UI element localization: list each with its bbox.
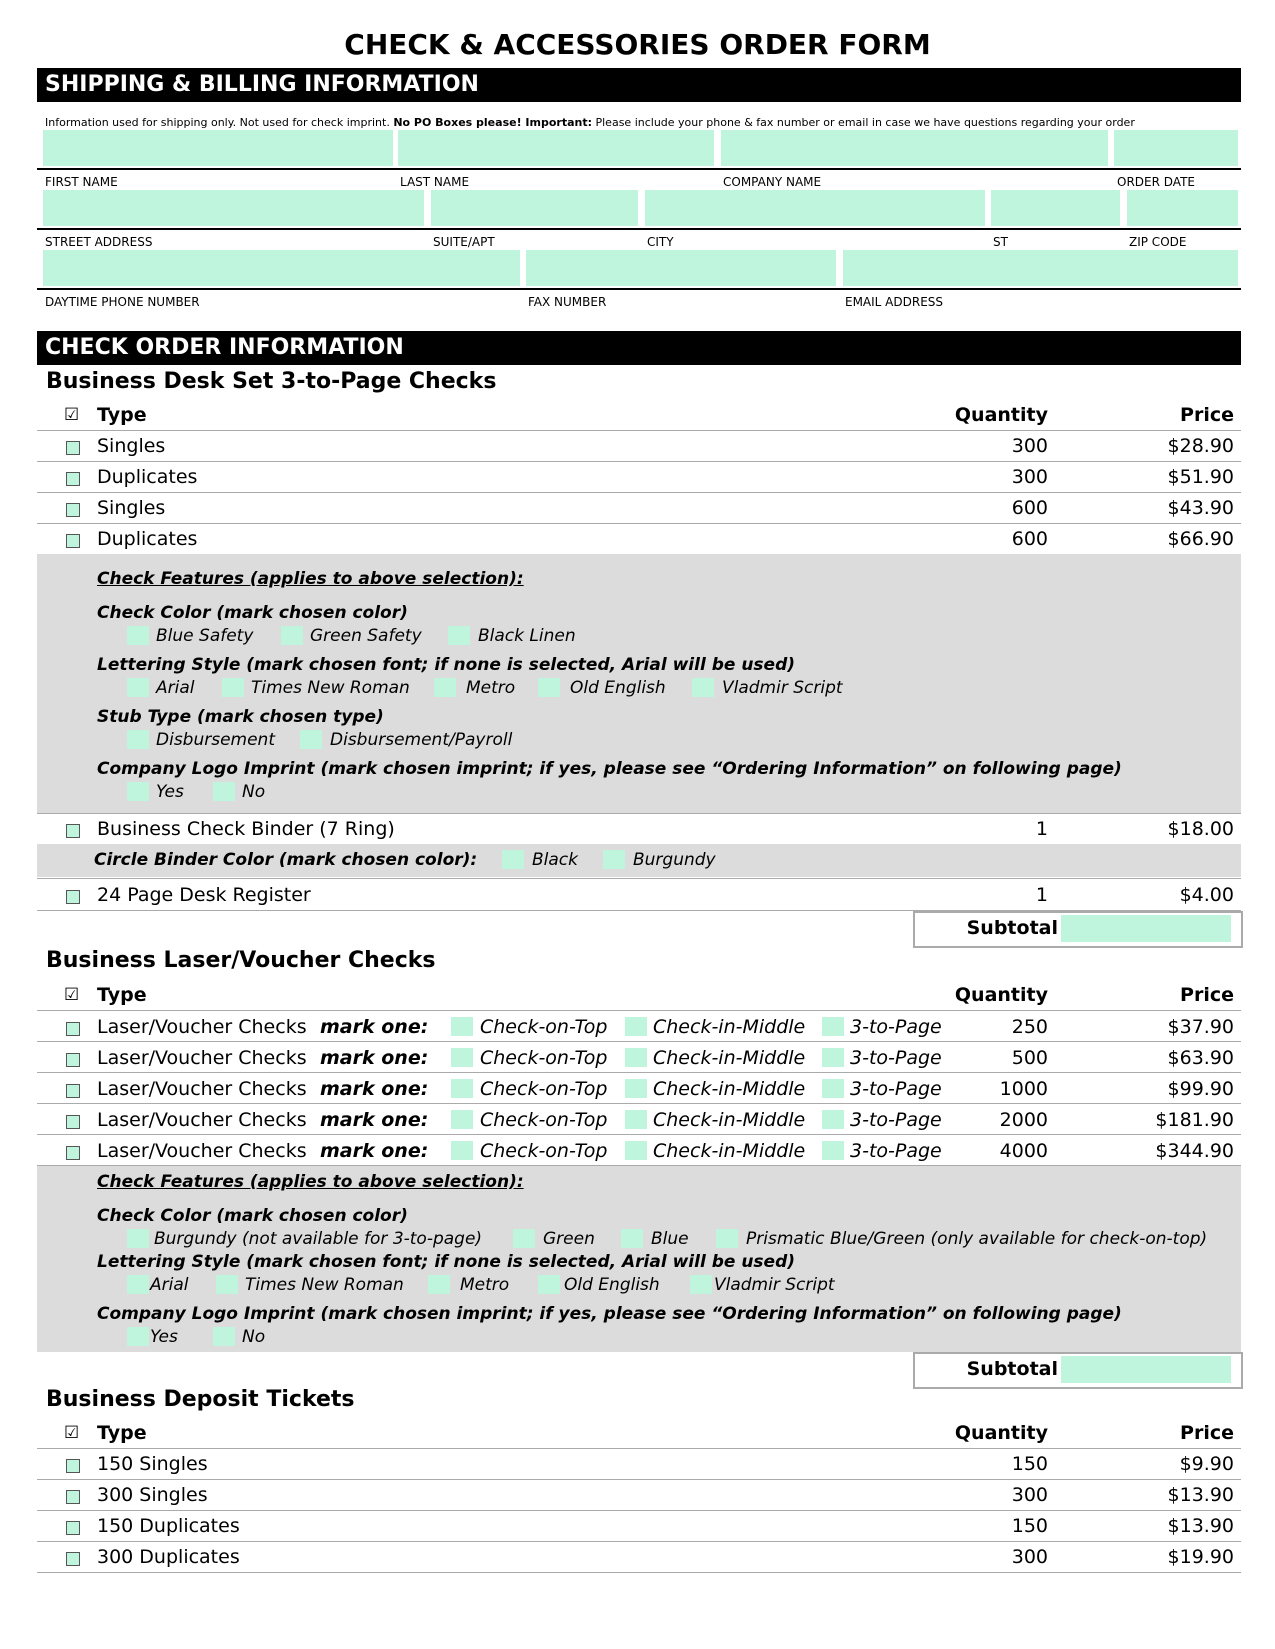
- laser-option-label: Check-in-Middle: [653, 1140, 806, 1162]
- deposit-row-price: $9.90: [1179, 1453, 1234, 1475]
- check-column-icon: ☑: [64, 1423, 80, 1443]
- desk-features-title: Check Features (applies to above selection):: [97, 569, 524, 589]
- binder-color-box[interactable]: [502, 850, 524, 869]
- divider: [37, 288, 1241, 290]
- desk-stub-title: Stub Type (mark chosen type): [97, 707, 384, 727]
- divider: [37, 878, 1241, 879]
- color-option-label: Blue Safety: [156, 626, 254, 646]
- font-option-label: Times New Roman: [245, 1275, 404, 1295]
- laser-option-label: 3-to-Page: [850, 1140, 942, 1162]
- font-option-label: Metro: [460, 1275, 510, 1295]
- laser-option-box[interactable]: [625, 1110, 647, 1129]
- desk-row-type: Singles: [97, 435, 166, 457]
- font-option-label: Vladmir Script: [714, 1275, 835, 1295]
- laser-row-price: $99.90: [1167, 1078, 1234, 1100]
- stub-option-label: Disbursement/Payroll: [330, 730, 513, 750]
- laser-option-box[interactable]: [625, 1079, 647, 1098]
- suite-label: SUITE/APT: [433, 235, 495, 249]
- mark-one-label: mark one:: [320, 1016, 429, 1038]
- laser-option-label: Check-on-Top: [480, 1140, 608, 1162]
- laser-option-box[interactable]: [625, 1017, 647, 1036]
- binder-color-title: Circle Binder Color (mark chosen color):: [94, 850, 478, 870]
- desk-set-title: Business Desk Set 3-to-Page Checks: [46, 369, 497, 394]
- register-checkbox[interactable]: [66, 890, 80, 904]
- divider: [37, 228, 1241, 230]
- order-date-label: ORDER DATE: [1117, 175, 1195, 189]
- laser-row-checkbox[interactable]: [66, 1115, 80, 1129]
- stub-option-label: Disbursement: [156, 730, 275, 750]
- desk-row-price: $28.90: [1167, 435, 1234, 457]
- deposit-title: Business Deposit Tickets: [46, 1387, 355, 1412]
- laser-color-title: Check Color (mark chosen color): [97, 1206, 408, 1226]
- color-option-label: Blue: [651, 1229, 689, 1249]
- laser-option-label: Check-on-Top: [480, 1016, 608, 1038]
- suite-field[interactable]: [431, 190, 638, 226]
- desk-row-type: Duplicates: [97, 528, 198, 550]
- laser-row-qty: 2000: [999, 1109, 1048, 1131]
- deposit-row-type: 150 Duplicates: [97, 1515, 240, 1537]
- email-label: EMAIL ADDRESS: [845, 295, 944, 309]
- price-header: Price: [1180, 404, 1234, 426]
- zip-label: ZIP CODE: [1129, 235, 1187, 249]
- laser-row-price: $344.90: [1155, 1140, 1234, 1162]
- phone-label: DAYTIME PHONE NUMBER: [45, 295, 200, 309]
- logo-option-box[interactable]: [213, 1327, 235, 1346]
- deposit-row-checkbox[interactable]: [66, 1521, 80, 1535]
- mark-one-label: mark one:: [320, 1078, 429, 1100]
- laser-option-box[interactable]: [822, 1110, 844, 1129]
- zip-field[interactable]: [1127, 190, 1238, 226]
- deposit-row-qty: 150: [1011, 1515, 1048, 1537]
- laser-option-box[interactable]: [451, 1048, 473, 1067]
- check-column-icon: ☑: [64, 405, 80, 425]
- laser-row-checkbox[interactable]: [66, 1146, 80, 1160]
- type-header: Type: [97, 984, 147, 1006]
- color-option-label: Green: [543, 1229, 595, 1249]
- color-option-box[interactable]: [513, 1229, 535, 1248]
- desk-row-price: $43.90: [1167, 497, 1234, 519]
- binder-color-box[interactable]: [603, 850, 625, 869]
- font-option-box[interactable]: [222, 678, 244, 697]
- logo-option-label: No: [242, 1327, 266, 1347]
- deposit-row-qty: 150: [1011, 1453, 1048, 1475]
- deposit-row-type: 300 Duplicates: [97, 1546, 240, 1568]
- deposit-row-checkbox[interactable]: [66, 1552, 80, 1566]
- divider: [37, 1103, 1241, 1104]
- deposit-row-price: $13.90: [1167, 1515, 1234, 1537]
- desk-row-price: $66.90: [1167, 528, 1234, 550]
- shipping-note: [45, 116, 1135, 129]
- deposit-row-checkbox[interactable]: [66, 1459, 80, 1473]
- font-option-box[interactable]: [127, 678, 149, 697]
- desk-subtotal-box: [913, 911, 1243, 948]
- color-option-box[interactable]: [127, 626, 149, 645]
- laser-option-label: 3-to-Page: [850, 1109, 942, 1131]
- divider: [37, 523, 1241, 524]
- laser-row-price: $181.90: [1155, 1109, 1234, 1131]
- binder-price: $18.00: [1167, 818, 1234, 840]
- binder-type: Business Check Binder (7 Ring): [97, 818, 395, 840]
- phone-field[interactable]: [43, 250, 520, 286]
- deposit-row-type: 150 Singles: [97, 1453, 208, 1475]
- color-option-box[interactable]: [621, 1229, 643, 1248]
- laser-row-type: Laser/Voucher Checks: [97, 1047, 307, 1069]
- laser-option-label: 3-to-Page: [850, 1078, 942, 1100]
- deposit-row-checkbox[interactable]: [66, 1490, 80, 1504]
- laser-option-box[interactable]: [451, 1017, 473, 1036]
- binder-qty: 1: [1035, 818, 1048, 840]
- mark-one-label: mark one:: [320, 1140, 429, 1162]
- desk-row-checkbox[interactable]: [66, 534, 80, 548]
- quantity-header: Quantity: [954, 404, 1048, 426]
- laser-option-box[interactable]: [451, 1141, 473, 1160]
- font-option-label: Arial: [150, 1275, 189, 1295]
- divider: [37, 1479, 1241, 1480]
- street-field[interactable]: [43, 190, 424, 226]
- fax-label: FAX NUMBER: [528, 295, 607, 309]
- street-label: STREET ADDRESS: [45, 235, 153, 249]
- font-option-label: Vladmir Script: [722, 678, 843, 698]
- laser-option-label: Check-in-Middle: [653, 1047, 806, 1069]
- color-option-label: Prismatic Blue/Green (only available for check-on-top): [746, 1229, 1208, 1249]
- divider: [37, 813, 1241, 814]
- font-option-box[interactable]: [538, 678, 560, 697]
- deposit-row-price: $13.90: [1167, 1484, 1234, 1506]
- font-option-box[interactable]: [127, 1275, 149, 1294]
- mark-one-label: mark one:: [320, 1109, 429, 1131]
- divider: [37, 1041, 1241, 1042]
- desk-subtotal-field[interactable]: [1061, 915, 1231, 942]
- laser-option-label: 3-to-Page: [850, 1016, 942, 1038]
- color-option-box[interactable]: [448, 626, 470, 645]
- binder-color-label: Burgundy: [633, 850, 716, 870]
- laser-option-label: Check-in-Middle: [653, 1078, 806, 1100]
- desk-row-checkbox[interactable]: [66, 472, 80, 486]
- desk-row-type: Singles: [97, 497, 166, 519]
- laser-row-qty: 4000: [999, 1140, 1048, 1162]
- font-option-label: Arial: [156, 678, 195, 698]
- color-option-label: Green Safety: [310, 626, 422, 646]
- desk-row-qty: 300: [1011, 435, 1048, 457]
- subtotal-label: Subtotal: [966, 917, 1058, 939]
- binder-checkbox[interactable]: [66, 824, 80, 838]
- desk-row-qty: 600: [1011, 497, 1048, 519]
- laser-row-checkbox[interactable]: [66, 1022, 80, 1036]
- divider: [37, 1541, 1241, 1542]
- divider: [37, 1072, 1241, 1073]
- logo-option-box[interactable]: [127, 782, 149, 801]
- laser-row-price: $63.90: [1167, 1047, 1234, 1069]
- font-option-box[interactable]: [690, 1275, 712, 1294]
- binder-color-label: Black: [532, 850, 578, 870]
- color-option-label: Burgundy (not available for 3-to-page): [154, 1229, 483, 1249]
- laser-row-type: Laser/Voucher Checks: [97, 1016, 307, 1038]
- laser-option-box[interactable]: [822, 1141, 844, 1160]
- desk-color-title: Check Color (mark chosen color): [97, 603, 408, 623]
- laser-option-label: Check-in-Middle: [653, 1109, 806, 1131]
- laser-option-label: Check-in-Middle: [653, 1016, 806, 1038]
- laser-option-label: 3-to-Page: [850, 1047, 942, 1069]
- laser-option-box[interactable]: [822, 1017, 844, 1036]
- type-header: Type: [97, 404, 147, 426]
- font-option-box[interactable]: [434, 678, 456, 697]
- divider: [37, 1134, 1241, 1135]
- fax-field[interactable]: [526, 250, 836, 286]
- laser-row-type: Laser/Voucher Checks: [97, 1109, 307, 1131]
- quantity-header: Quantity: [954, 1422, 1048, 1444]
- laser-row-price: $37.90: [1167, 1016, 1234, 1038]
- font-option-label: Old English: [564, 1275, 660, 1295]
- desk-row-qty: 600: [1011, 528, 1048, 550]
- subtotal-label: Subtotal: [966, 1358, 1058, 1380]
- desk-row-price: $51.90: [1167, 466, 1234, 488]
- laser-subtotal-field[interactable]: [1061, 1356, 1231, 1383]
- note-text-2: Please include your phone & fax number or email in case we have questions regarding your order: [592, 116, 1135, 129]
- font-option-label: Old English: [570, 678, 666, 698]
- divider: [37, 1448, 1241, 1449]
- divider: [37, 492, 1241, 493]
- quantity-header: Quantity: [954, 984, 1048, 1006]
- color-option-label: Black Linen: [478, 626, 576, 646]
- laser-option-label: Check-on-Top: [480, 1109, 608, 1131]
- check-order-section-bar: CHECK ORDER INFORMATION: [37, 331, 1241, 365]
- state-label: ST: [993, 235, 1008, 249]
- color-option-box[interactable]: [127, 1229, 149, 1248]
- register-type: 24 Page Desk Register: [97, 884, 311, 906]
- font-option-label: Metro: [466, 678, 516, 698]
- laser-row-type: Laser/Voucher Checks: [97, 1078, 307, 1100]
- last-name-label: LAST NAME: [400, 175, 470, 189]
- form-title: CHECK & ACCESSORIES ORDER FORM: [344, 28, 931, 61]
- note-text: Information used for shipping only. Not used for check imprint.: [45, 116, 394, 129]
- font-option-box[interactable]: [692, 678, 714, 697]
- deposit-row-qty: 300: [1011, 1484, 1048, 1506]
- logo-option-label: Yes: [150, 1327, 178, 1347]
- laser-lettering-title: Lettering Style (mark chosen font; if none is selected, Arial will be used): [97, 1252, 796, 1272]
- state-field[interactable]: [991, 190, 1120, 226]
- laser-subtotal-box: [913, 1352, 1243, 1389]
- shipping-section-bar: SHIPPING & BILLING INFORMATION: [37, 68, 1241, 102]
- desk-row-checkbox[interactable]: [66, 441, 80, 455]
- city-label: CITY: [647, 235, 674, 249]
- company-name-field[interactable]: [721, 130, 1108, 166]
- city-field[interactable]: [645, 190, 985, 226]
- laser-row-checkbox[interactable]: [66, 1053, 80, 1067]
- email-field[interactable]: [843, 250, 1238, 286]
- font-option-box[interactable]: [538, 1275, 560, 1294]
- font-option-box[interactable]: [216, 1275, 238, 1294]
- divider: [37, 1510, 1241, 1511]
- check-column-icon: ☑: [64, 985, 80, 1005]
- color-option-box[interactable]: [716, 1229, 738, 1248]
- desk-row-type: Duplicates: [97, 466, 198, 488]
- laser-logo-title: Company Logo Imprint (mark chosen imprint; if yes, please see “Ordering Information” on following page): [97, 1304, 1122, 1324]
- divider: [37, 1572, 1241, 1573]
- mark-one-label: mark one:: [320, 1047, 429, 1069]
- color-option-box[interactable]: [281, 626, 303, 645]
- laser-option-box[interactable]: [625, 1048, 647, 1067]
- font-option-label: Times New Roman: [251, 678, 410, 698]
- laser-option-box[interactable]: [822, 1048, 844, 1067]
- desk-logo-title: Company Logo Imprint (mark chosen imprint; if yes, please see “Ordering Information” on following page): [97, 759, 1122, 779]
- logo-option-box[interactable]: [127, 1327, 149, 1346]
- register-price: $4.00: [1179, 884, 1234, 906]
- laser-option-box[interactable]: [451, 1079, 473, 1098]
- laser-option-label: Check-on-Top: [480, 1078, 608, 1100]
- divider: [37, 1010, 1241, 1011]
- divider: [37, 430, 1241, 431]
- price-header: Price: [1180, 1422, 1234, 1444]
- logo-option-box[interactable]: [213, 782, 235, 801]
- last-name-field[interactable]: [398, 130, 714, 166]
- laser-title: Business Laser/Voucher Checks: [46, 948, 436, 973]
- deposit-row-qty: 300: [1011, 1546, 1048, 1568]
- stub-option-box[interactable]: [300, 730, 322, 749]
- note-bold: No PO Boxes please! Important:: [393, 116, 592, 129]
- laser-option-box[interactable]: [451, 1110, 473, 1129]
- deposit-row-price: $19.90: [1167, 1546, 1234, 1568]
- first-name-field[interactable]: [43, 130, 393, 166]
- register-qty: 1: [1035, 884, 1048, 906]
- divider: [37, 461, 1241, 462]
- desk-row-checkbox[interactable]: [66, 503, 80, 517]
- laser-row-qty: 500: [1011, 1047, 1048, 1069]
- company-name-label: COMPANY NAME: [723, 175, 822, 189]
- desk-lettering-title: Lettering Style (mark chosen font; if none is selected, Arial will be used): [97, 655, 796, 675]
- laser-row-qty: 1000: [999, 1078, 1048, 1100]
- laser-option-box[interactable]: [625, 1141, 647, 1160]
- font-option-box[interactable]: [428, 1275, 450, 1294]
- laser-features-title: Check Features (applies to above selection):: [97, 1172, 524, 1192]
- type-header: Type: [97, 1422, 147, 1444]
- deposit-row-type: 300 Singles: [97, 1484, 208, 1506]
- order-date-field[interactable]: [1114, 130, 1238, 166]
- laser-option-box[interactable]: [822, 1079, 844, 1098]
- stub-option-box[interactable]: [127, 730, 149, 749]
- divider: [37, 168, 1241, 170]
- laser-row-type: Laser/Voucher Checks: [97, 1140, 307, 1162]
- laser-option-label: Check-on-Top: [480, 1047, 608, 1069]
- laser-row-qty: 250: [1011, 1016, 1048, 1038]
- laser-row-checkbox[interactable]: [66, 1084, 80, 1098]
- desk-row-qty: 300: [1011, 466, 1048, 488]
- logo-option-label: No: [242, 782, 266, 802]
- first-name-label: FIRST NAME: [45, 175, 118, 189]
- logo-option-label: Yes: [156, 782, 184, 802]
- price-header: Price: [1180, 984, 1234, 1006]
